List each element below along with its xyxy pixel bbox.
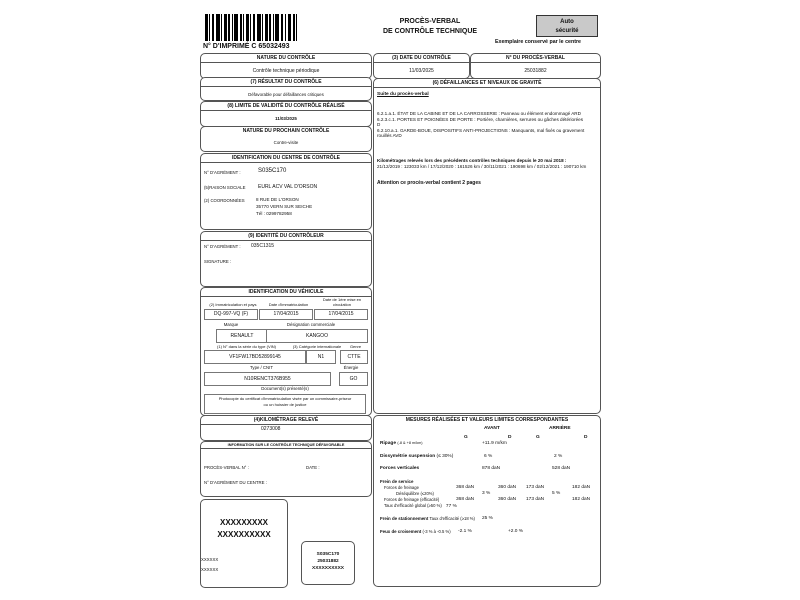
ripage-label-text: Ripage: [380, 441, 396, 446]
fe-ar-d: 182 daN: [572, 497, 591, 502]
documents-line1: Photocopie du certificat d'immatriculation visée par un commissaire-priseur: [218, 396, 352, 401]
dissym-sub: (≤ 30%): [436, 454, 454, 459]
stamp-text: [201, 517, 287, 541]
resultat-box: [200, 77, 372, 101]
date-controle-box: [373, 53, 470, 79]
forces-eff-label: Forces de freinage (efficacité): [384, 497, 440, 502]
ff-ar-g: 173 daN: [526, 485, 545, 490]
centre-agrement-label: N° D'AGRÉMENT :: [204, 170, 241, 175]
date-immat-value: 17/04/2015: [259, 309, 313, 320]
vehicule-box: [200, 287, 372, 416]
ripage-sub: (-8 & +8 m/km): [397, 441, 423, 445]
documents-line2: ou un huissier de justice: [263, 402, 307, 407]
controleur-title: (9) IDENTITÉ DU CONTRÔLEUR: [201, 232, 371, 241]
ripage-label: [380, 441, 423, 446]
g-header-avant: G: [464, 435, 468, 440]
taux-label: [384, 503, 457, 509]
document-title: [365, 17, 495, 37]
kilometrage-title: (4)KILOMÉTRAGE RELEVÉ: [201, 416, 371, 425]
type-value: N10RENCT376B955: [204, 372, 331, 386]
deseq-avant: 3 %: [482, 491, 491, 496]
km-history: [377, 158, 587, 169]
nature-value: Contrôle technique périodique: [252, 68, 320, 74]
limite-box: [200, 101, 372, 127]
copy-note: Exemplaire conservé par le centre: [495, 39, 581, 45]
title-line1: PROCÈS-VERBAL: [399, 18, 461, 25]
d-header-arriere: D: [584, 435, 588, 440]
date-controle-value: 11/03/2025: [409, 68, 434, 74]
badge-line2: sécurité: [555, 28, 579, 34]
arriere-header: ARRIÈRE: [549, 426, 571, 431]
numero-pv-value: 25031882: [524, 68, 547, 74]
defaillances-title: (6) DÉFAILLANCES ET NIVEAUX DE GRAVITÉ: [374, 79, 600, 88]
ripage-value: +11.9 m/km: [482, 441, 507, 446]
left-marks: [201, 555, 218, 575]
resultat-value: Défavorable pour défaillances critiques: [248, 92, 324, 97]
stationnement-sub: Taux d'efficacité (≥18 %): [429, 516, 475, 521]
limite-value: 11/03/2025: [275, 116, 297, 121]
info-defavorable-box: [200, 441, 372, 497]
prochain-value: Contre-visite: [273, 140, 299, 145]
numero-pv-box: [470, 53, 601, 79]
stationnement-label-text: Frein de stationnement: [380, 516, 429, 521]
limite-title: (8) LIMITE DE VALIDITÉ DU CONTRÔLE RÉALISÉ: [201, 102, 371, 111]
auto-securite-badge: [536, 15, 598, 37]
stationnement-label: [380, 516, 475, 521]
left-mark1: XXXXXX: [201, 557, 219, 562]
designation-label: Désignation commerciale: [286, 322, 336, 327]
g-header-arriere: G: [536, 435, 540, 440]
croisement-label: [380, 529, 451, 534]
info-pv-label: PROCÈS-VERBAL N° :: [204, 465, 249, 470]
date-controle-title: (3) DATE DU CONTRÔLE: [374, 54, 469, 63]
centre-raison-value: EURL ACV VAL D'ORSON: [258, 184, 318, 190]
centre-coord-line3: Tél : 0299782958: [256, 211, 292, 216]
info-defav-title: INFORMATION SUR LE CONTRÔLE TECHNIQUE DÉFAVORABLE: [201, 442, 371, 449]
dissym-label-text: Dissymétrie suspension: [380, 454, 436, 459]
controleur-box: [200, 231, 372, 287]
date-circ-label: Date de 1ère mise en circulation: [322, 297, 362, 307]
categorie-value: N1: [306, 350, 336, 364]
defaillance-item: 6.2.3.c.1. PORTES ET POIGNÉES DE PORTE : Portière, charnières, serrures ou gâches détériorées D: [377, 116, 584, 128]
immat-label: (2) Immatriculation et pays: [209, 302, 257, 307]
defaillance-item: 6.2.1.a.1. ÉTAT DE LA CABINE ET DE LA CARROSSERIE : Panneau ou élément endommagé ARD: [377, 111, 581, 116]
vehicule-title: IDENTIFICATION DU VÉHICULE: [201, 288, 371, 297]
imprime-number: N° D'IMPRIMÉ C 65032493: [203, 43, 290, 50]
date-immat-label: Date d'immatriculation: [268, 302, 309, 307]
centre-agrement-value: S035C170: [258, 168, 287, 174]
mesures-box: [373, 415, 601, 587]
forces-label: Forces verticales: [380, 466, 420, 471]
croisement-label-text: Feux de croisement: [380, 529, 422, 534]
dissym-label: [380, 454, 453, 459]
fe-av-d: 360 daN: [498, 497, 517, 502]
forces-freinage-label: Forces de freinage: [384, 485, 419, 490]
resultat-title: (7) RÉSULTAT DU CONTRÔLE: [201, 78, 371, 87]
ff-av-g: 368 daN: [456, 485, 475, 490]
energie-label: Énergie: [343, 365, 359, 370]
deseq-arriere: 5 %: [552, 491, 561, 496]
fe-ar-g: 173 daN: [526, 497, 545, 502]
d-header-avant: D: [508, 435, 512, 440]
marque-value: RENAULT: [216, 329, 268, 343]
documents-label: Document(s) présenté(s): [261, 386, 309, 391]
taux-value: 77 %: [445, 504, 457, 509]
left-mark2: XXXXXX: [201, 567, 219, 572]
croisement-sub: (-3 % à -0.5 %): [422, 529, 451, 534]
attention-note: Attention ce procès-verbal contient 2 pages: [377, 180, 481, 186]
centre-coord-label: (2) COORDONNÉES: [204, 198, 245, 203]
immat-value: DQ-997-VQ (F): [204, 309, 258, 320]
centre-box: [200, 153, 372, 230]
kilometrage-box: [200, 415, 372, 441]
barcode: [205, 14, 297, 41]
stationnement-value: 25 %: [482, 516, 493, 521]
ff-ar-d: 182 daN: [572, 485, 591, 490]
small-line2: 25031882: [317, 559, 339, 564]
date-circ-value: 17/04/2015: [314, 309, 368, 320]
forces-avant: 878 daN: [482, 466, 501, 471]
centre-coord-line2: 35770 VERN SUR SEICHE: [256, 204, 313, 209]
suite-label: Suite du procès-verbal: [377, 92, 429, 97]
badge-line1: Auto: [560, 19, 574, 25]
stamp-line2: XXXXXXXXXX: [217, 530, 271, 539]
categorie-label: (3) Catégorie internationale: [292, 344, 342, 349]
defaillance-item: 6.2.10.a.1. GARDE-BOUE, DISPOSITIFS ANTI-PROJECTIONS : Manquants, mal fixés ou gravement rouillés AVD: [377, 127, 585, 139]
avant-header: AVANT: [484, 426, 500, 431]
nature-title: NATURE DU CONTRÔLE: [201, 54, 371, 63]
prochain-title: NATURE DU PROCHAIN CONTRÔLE: [242, 128, 330, 134]
type-label: Type / CNIT: [250, 365, 273, 370]
small-line3: XXXXXXXXXX: [312, 566, 344, 571]
ff-av-d: 360 daN: [498, 485, 517, 490]
controleur-agrement-value: 035C1315: [251, 243, 275, 249]
croisement-d: +2.0 %: [508, 529, 524, 534]
small-id-box: [301, 541, 355, 585]
km-history-values: 21/12/2019 : 123033 km / 17/12/2020 : 161526 km / 30/11/2021 : 190698 km / 02/12/2021 : 190710 km: [377, 163, 587, 169]
defaillances-box: [373, 78, 601, 414]
dissym-arriere: 2 %: [554, 454, 563, 459]
centre-raison-label: (5)RAISON SOCIALE: [204, 185, 246, 190]
marque-label: Marque: [223, 322, 239, 327]
info-date-label: DATE :: [306, 465, 320, 470]
energie-value: GO: [339, 372, 368, 386]
barcode-graphic: [205, 14, 297, 41]
numero-pv-title: N° DU PROCÈS-VERBAL: [471, 54, 600, 63]
vin-label: (1) N° dans la série du type (VIN): [217, 344, 276, 349]
designation-value: KANGOO: [266, 329, 368, 343]
taux-label-text: Taux d'efficacité global (≥50 %): [384, 503, 442, 508]
controleur-agrement-label: N° D'AGRÉMENT :: [204, 244, 241, 249]
fe-av-g: 368 daN: [456, 497, 475, 502]
km-history-bold: Kilométrages relevés lors des précédents contrôles techniques depuis le 20 mai 2018 :: [377, 158, 567, 163]
documents-value: [204, 394, 366, 414]
forces-arriere: 528 daN: [552, 466, 571, 471]
controleur-signature-label: SIGNATURE :: [204, 259, 232, 264]
desequilibre-label: Déséquilibre (≤20%): [396, 491, 434, 496]
prochain-box: [200, 126, 372, 152]
genre-label: Genre: [349, 344, 362, 349]
vin-value: VF1FW17BD52899145: [204, 350, 306, 364]
info-agrement-label: N° D'AGRÉMENT DU CENTRE :: [204, 480, 267, 485]
small-line1: S035C170: [316, 552, 340, 557]
genre-value: CTTE: [340, 350, 368, 364]
title-line2: DE CONTRÔLE TECHNIQUE: [382, 28, 478, 35]
centre-title: IDENTIFICATION DU CENTRE DE CONTRÔLE: [201, 154, 371, 163]
nature-box: [200, 53, 372, 79]
stamp-line1: XXXXXXXXX: [219, 518, 269, 527]
mesures-title: MESURES RÉALISÉES ET VALEURS LIMITES CORRESPONDANTES: [405, 417, 569, 423]
defaillances-list: [377, 111, 587, 139]
croisement-g: -2.1 %: [458, 529, 472, 534]
kilometrage-value: 0273008: [261, 426, 281, 432]
frein-service-label: Frein de service: [380, 479, 414, 484]
dissym-avant: 6 %: [484, 454, 493, 459]
centre-coord-line1: 8 RUE DE L'ORSON: [256, 197, 299, 202]
